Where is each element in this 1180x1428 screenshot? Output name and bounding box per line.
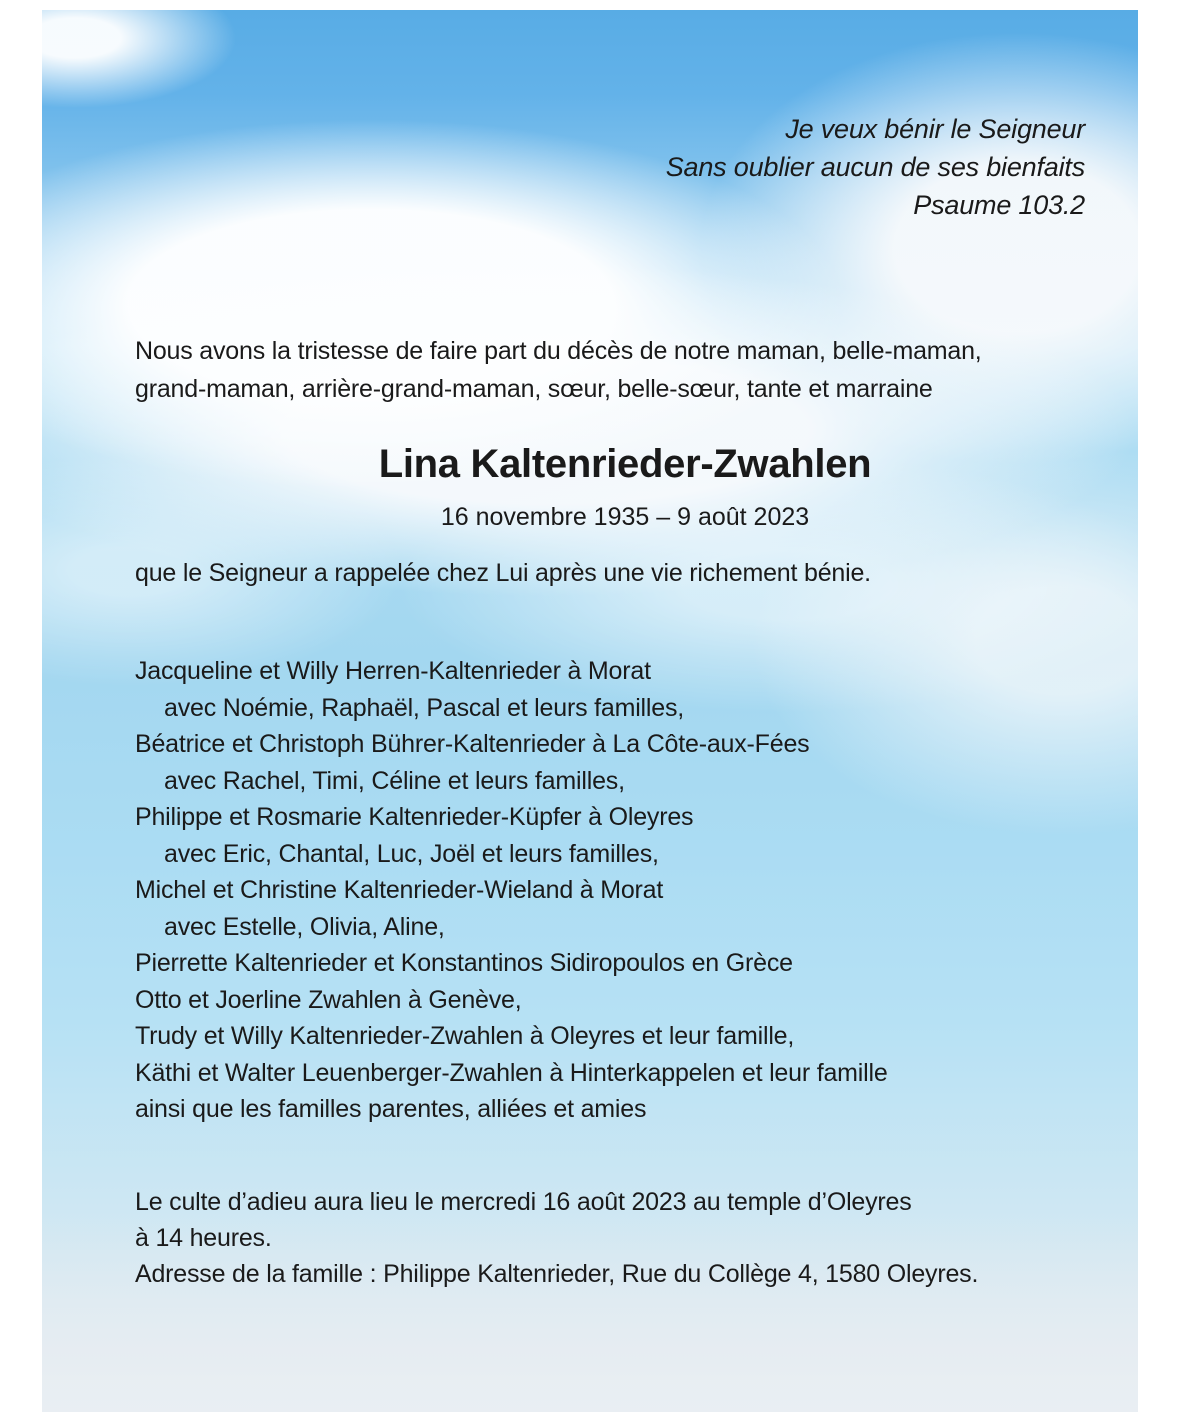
family-line: Michel et Christine Kaltenrieder-Wieland à Morat: [135, 876, 664, 904]
family-line: Otto et Joerline Zwahlen à Genève,: [135, 985, 522, 1014]
ceremony-line-2: à 14 heures.: [135, 1224, 272, 1252]
life-dates: 16 novembre 1935 – 9 août 2023: [440, 503, 810, 531]
family-line: Trudy et Willy Kaltenrieder-Zwahlen à Oleyres et leur famille,: [135, 1022, 795, 1050]
epigraph: [666, 110, 1085, 224]
family-line: ainsi que les familles parentes, alliées et amies: [135, 1095, 647, 1123]
announcement-paragraph: [135, 332, 982, 408]
deceased-name: Lina Kaltenrieder-Zwahlen: [378, 442, 872, 486]
announcement-line-1: Nous avons la tristesse de faire part du décès de notre maman, belle-maman,: [135, 337, 982, 365]
family-line: avec Rachel, Timi, Céline et leurs familles,: [164, 766, 625, 795]
family-line: Béatrice et Christoph Bührer-Kaltenrieder à La Côte-aux-Fées: [135, 730, 810, 758]
family-line: Jacqueline et Willy Herren-Kaltenrieder à Morat: [135, 657, 651, 685]
ceremony-line-3: Adresse de la famille : Philippe Kaltenrieder, Rue du Collège 4, 1580 Oleyres.: [135, 1260, 979, 1288]
family-line: avec Estelle, Olivia, Aline,: [164, 912, 445, 941]
epigraph-line-1: Je veux bénir le Seigneur: [785, 114, 1085, 144]
sky-clouds-background: [42, 10, 1138, 1412]
tribute-line: que le Seigneur a rappelée chez Lui après une vie richement bénie.: [135, 559, 871, 587]
epigraph-reference: Psaume 103.2: [913, 190, 1085, 220]
family-line: Philippe et Rosmarie Kaltenrieder-Küpfer à Oleyres: [135, 803, 694, 831]
family-line: avec Eric, Chantal, Luc, Joël et leurs familles,: [164, 839, 659, 868]
family-list: [135, 653, 888, 1128]
epigraph-line-2: Sans oublier aucun de ses bienfaits: [665, 152, 1085, 182]
ceremony-info: [135, 1184, 978, 1292]
family-line: Käthi et Walter Leuenberger-Zwahlen à Hinterkappelen et leur famille: [135, 1058, 888, 1087]
ceremony-line-1: Le culte d’adieu aura lieu le mercredi 16 août 2023 au temple d’Oleyres: [135, 1188, 912, 1216]
announcement-line-2: grand-maman, arrière-grand-maman, sœur, belle-sœur, tante et marraine: [135, 375, 933, 403]
family-line: Pierrette Kaltenrieder et Konstantinos Sidiropoulos en Grèce: [135, 949, 793, 977]
family-line: avec Noémie, Raphaël, Pascal et leurs familles,: [164, 693, 685, 722]
